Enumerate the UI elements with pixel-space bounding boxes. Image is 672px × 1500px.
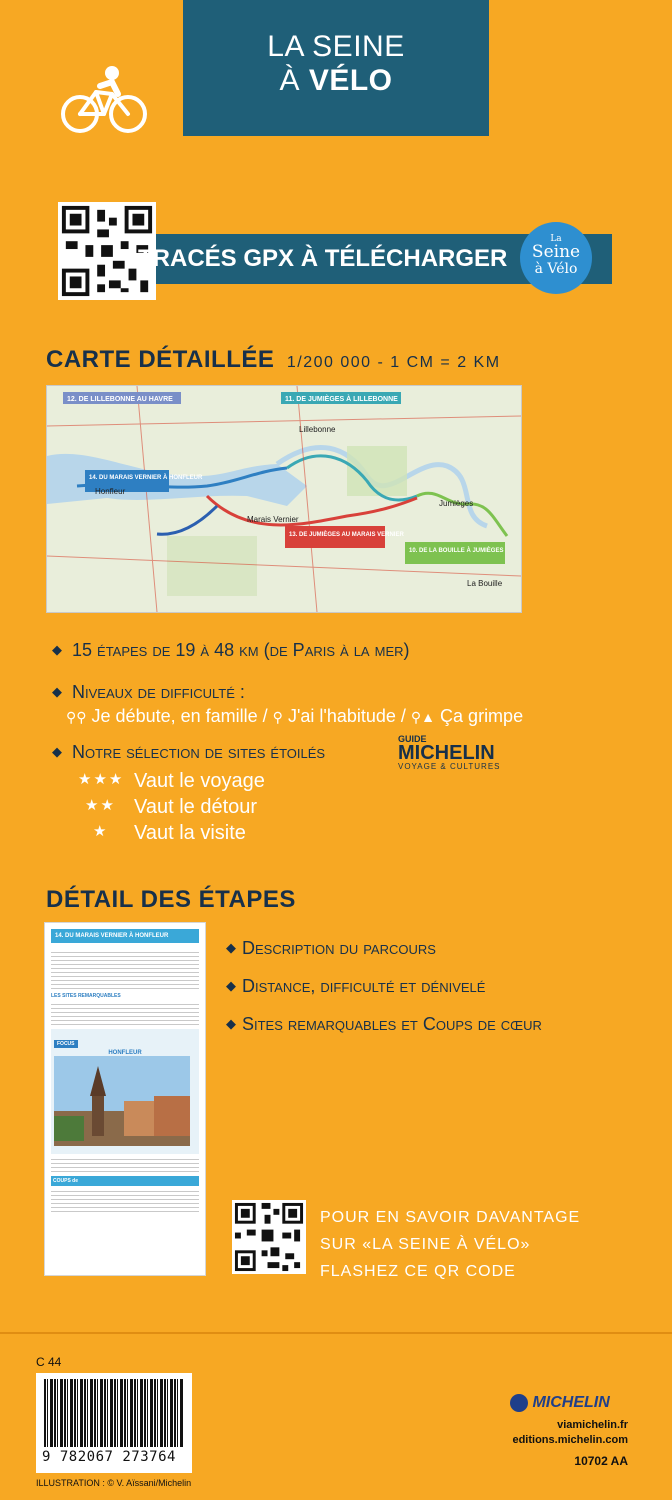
cyclist-medium-icon: ⚲	[272, 709, 283, 725]
route-label-12: 12. DE LILLEBONNE AU HAVRE	[67, 396, 173, 403]
isbn-number: 9 782067 273764	[42, 1449, 176, 1465]
difficulty-levels	[66, 706, 646, 727]
michelin-websites	[510, 1418, 628, 1448]
map-section-title: CARTE DÉTAILLÉE	[46, 346, 275, 373]
route-label-13: 13. DE JUMIÈGES AU MARAIS VERNIER	[289, 532, 404, 538]
site-editions[interactable]: editions.michelin.com	[512, 1434, 628, 1446]
feature-difficulty: ◆ Niveaux de difficulté :	[52, 682, 245, 702]
title-line1: LA SEINE	[267, 30, 405, 63]
qr-info-text: POUR EN SAVOIR DAVANTAGE SUR «LA SEINE À VÉLO» FLASHEZ CE QR CODE	[320, 1209, 581, 1280]
leaflet-text-lines-3	[51, 1156, 199, 1174]
info-qr-code[interactable]	[232, 1200, 306, 1274]
place-lillebonne: Lillebonne	[299, 425, 336, 434]
map-scale: 1/200 000 - 1 CM = 2 KM	[286, 354, 501, 371]
michelin-guide-logo: GUIDE MICHELIN VOYAGE & CULTURES	[398, 734, 501, 771]
route-label-11: 11. DE JUMIÈGES À LILLEBONNE	[285, 396, 398, 403]
book-title	[183, 30, 489, 98]
leaflet-title: 14. DU MARAIS VERNIER À HONFLEUR	[51, 929, 199, 943]
three-stars-icon: ★★★	[78, 771, 125, 788]
stage-leaflet-preview	[44, 922, 206, 1276]
difficulty-easy: Je débute, en famille /	[91, 706, 268, 726]
diamond-bullet-icon: ◆	[226, 1016, 236, 1031]
cyclist-hard-icon: ⚲▲	[410, 709, 436, 725]
stage-detail-distance: ◆ Distance, difficulté et dénivelé	[226, 976, 486, 996]
map-graphic	[47, 386, 521, 612]
michelin-man-icon	[510, 1394, 528, 1412]
gpx-download-label: TRACÉS GPX À TÉLÉCHARGER	[138, 245, 508, 272]
star-legend	[78, 770, 378, 848]
feature-selection: ◆ Notre sélection de sites étoilés	[52, 742, 326, 762]
star-row-1: ★ Vaut la visite	[93, 822, 246, 844]
illustration-credit: ILLUSTRATION : © V. Aïssani/Michelin	[36, 1478, 192, 1488]
route-label-10: 10. DE LA BOUILLE À JUMIÈGES	[409, 548, 504, 554]
title-line2: À VÉLO	[279, 64, 393, 97]
diamond-bullet-icon: ◆	[226, 940, 236, 955]
barcode-bars	[44, 1379, 184, 1447]
stages-section-title: DÉTAIL DES ÉTAPES	[46, 886, 296, 913]
barcode	[36, 1373, 192, 1473]
place-jumieges: Jumièges	[439, 499, 474, 508]
footer-divider	[0, 1332, 672, 1334]
detailed-map	[46, 385, 522, 613]
bicycle-icon	[60, 64, 148, 136]
catalog-code: C 44	[36, 1355, 62, 1369]
difficulty-medium: J'ai l'habitude /	[287, 706, 406, 726]
leaflet-sites-heading: LES SITES REMARQUABLES	[51, 993, 121, 999]
difficulty-hard: Ça grimpe	[440, 706, 524, 726]
cyclist-easy-icon: ⚲⚲	[66, 709, 87, 725]
one-star-icon: ★	[93, 823, 109, 840]
stage-detail-description: ◆ Description du parcours	[226, 938, 436, 958]
diamond-bullet-icon: ◆	[52, 684, 62, 699]
stage-detail-sites: ◆ Sites remarquables et Coups de cœur	[226, 1014, 542, 1034]
place-la-bouille: La Bouille	[467, 579, 503, 588]
leaflet-coups-heading: COUPS de	[51, 1176, 199, 1186]
diamond-bullet-icon: ◆	[52, 744, 62, 759]
place-marais-vernier: Marais Vernier	[247, 515, 299, 524]
site-viamichelin[interactable]: viamichelin.fr	[557, 1419, 628, 1431]
route-label-14: 14. DU MARAIS VERNIER À HONFLEUR	[89, 475, 203, 481]
product-reference: 10702 AA	[574, 1454, 628, 1468]
map-section-heading	[46, 346, 501, 374]
honfleur-photo	[54, 1056, 190, 1146]
diamond-bullet-icon: ◆	[226, 978, 236, 993]
place-honfleur: Honfleur	[95, 487, 126, 496]
leaflet-text-lines	[51, 949, 199, 989]
two-stars-icon: ★★	[85, 797, 116, 814]
leaflet-text-lines-4	[51, 1188, 199, 1212]
leaflet-focus-box: FOCUS HONFLEUR	[51, 1029, 199, 1154]
star-row-2: ★★ Vaut le détour	[85, 796, 258, 818]
star-row-3: ★★★ Vaut le voyage	[78, 770, 265, 792]
michelin-logo: MICHELIN	[510, 1394, 610, 1412]
leaflet-text-lines-2	[51, 1001, 199, 1027]
seine-a-velo-logo: La Seine à Vélo	[520, 222, 592, 294]
diamond-bullet-icon: ◆	[52, 642, 62, 657]
feature-stages: ◆ 15 étapes de 19 à 48 km (de Paris à la mer)	[52, 640, 410, 660]
